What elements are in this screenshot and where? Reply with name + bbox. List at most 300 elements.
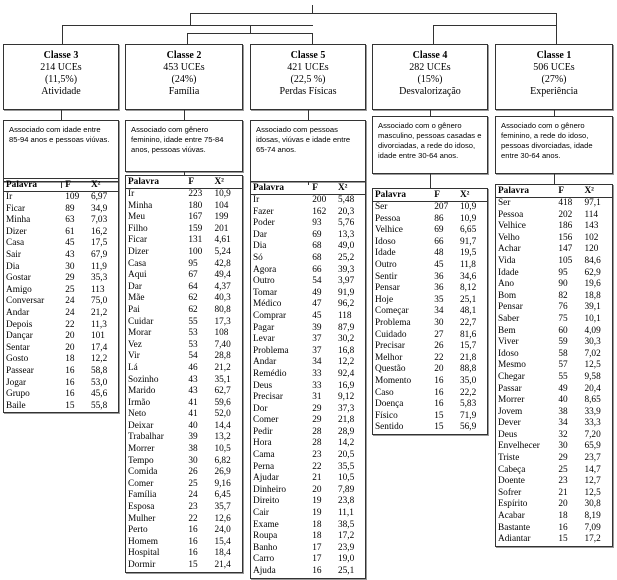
chi2-cell: 114 — [584, 209, 599, 220]
frequency-cell: 25 — [188, 478, 198, 489]
frequency-cell: 40 — [558, 395, 568, 406]
table-row — [126, 189, 242, 201]
chi2-cell: 10,1 — [584, 313, 601, 324]
table-row — [373, 248, 487, 260]
word-cell: Irmão — [128, 397, 151, 408]
word-cell: Dar — [253, 229, 267, 240]
table-row — [373, 353, 487, 365]
word-cell: Trabalhar — [128, 432, 164, 443]
table-row — [126, 479, 242, 491]
frequency-cell: 33 — [312, 380, 322, 391]
tree-drop-classe4 — [433, 25, 434, 44]
word-cell: Passar — [498, 383, 522, 394]
chi2-cell: 5,83 — [459, 399, 477, 410]
chi2-cell: 97,1 — [584, 198, 601, 208]
table-row — [126, 375, 242, 387]
class-uces: 214 UCEs — [40, 62, 82, 73]
word-cell: Pagar — [253, 322, 275, 333]
frequency-cell: 29 — [312, 415, 322, 426]
table-row — [126, 317, 242, 329]
word-cell: Adiantar — [498, 534, 531, 545]
chi2-cell: 12,7 — [584, 476, 601, 487]
connector — [61, 110, 62, 120]
chi2-cell: 143 — [584, 221, 599, 232]
word-cell: Velho — [498, 232, 520, 243]
table-row — [126, 259, 242, 271]
chi2-cell: 12,2 — [337, 357, 355, 368]
table-row — [373, 306, 487, 318]
word-cell: Começar — [375, 306, 409, 317]
frequency-cell: 186 — [558, 221, 573, 232]
word-cell: Mulher — [128, 513, 156, 524]
chi2-cell: 40,3 — [214, 293, 231, 304]
frequency-cell: 48 — [434, 248, 444, 259]
frequency-cell: 29 — [312, 403, 322, 414]
word-cell: Ficar — [6, 203, 26, 214]
frequency-cell: 19 — [312, 508, 322, 519]
table-row — [4, 204, 118, 216]
word-cell: Andar — [6, 307, 30, 318]
frequency-cell: 34 — [434, 306, 444, 317]
word-cell: Cair — [253, 508, 270, 519]
table-row — [496, 395, 612, 407]
word-cell: Dormir — [128, 560, 156, 570]
table-header-row — [251, 182, 365, 195]
chi2-cell: 10,9 — [459, 202, 477, 212]
table-row — [251, 218, 365, 230]
class-description-box — [495, 116, 613, 174]
frequency-cell: 26 — [434, 341, 444, 352]
frequency-cell: 58 — [558, 348, 568, 359]
frequency-cell: 16 — [434, 375, 444, 386]
table-row — [4, 250, 118, 262]
word-cell: Comida — [128, 467, 158, 478]
word-cell: Hora — [253, 438, 272, 449]
frequency-cell: 67 — [188, 270, 198, 281]
class-label: Atividade — [41, 86, 81, 97]
class-description: Associado com o gênero feminino, a rede do idoso, pessoas divorciadas, idade entre 30-64 anos. — [501, 121, 593, 160]
frequency-cell: 45 — [434, 259, 444, 270]
word-cell: Ano — [498, 279, 515, 290]
chi2-cell: 39,3 — [337, 264, 355, 275]
table-row — [251, 415, 365, 427]
table-row — [251, 357, 365, 369]
table-row — [251, 299, 365, 311]
frequency-cell: 82 — [558, 290, 568, 301]
chi2-cell: 35,5 — [337, 461, 355, 472]
class-uces: 421 UCEs — [287, 62, 329, 73]
frequency-cell: 16 — [434, 387, 444, 398]
table-row — [496, 279, 612, 291]
word-cell: Idoso — [498, 348, 519, 359]
word-cell: Hospital — [128, 548, 160, 559]
class-label: Experiência — [530, 86, 578, 97]
chi2-cell: 96,2 — [337, 299, 355, 310]
word-cell: Passear — [6, 365, 34, 376]
word-cell: Carro — [253, 554, 275, 565]
frequency-cell: 15 — [434, 422, 444, 433]
table-row — [496, 488, 612, 500]
class-percent: (11,5%) — [44, 74, 78, 85]
class-name: Classe 5 — [290, 50, 326, 61]
word-cell: Homem — [128, 536, 158, 547]
word-cell: Dinheiro — [253, 484, 287, 495]
chi2-cell: 6,65 — [459, 225, 477, 236]
frequency-cell: 16 — [65, 365, 75, 376]
frequency-cell: 23 — [188, 502, 198, 513]
frequency-cell: 18 — [312, 519, 322, 530]
word-cell: Esposa — [128, 502, 155, 513]
table-row — [126, 247, 242, 259]
table-row — [4, 354, 118, 366]
table-row — [373, 202, 487, 214]
table-row — [126, 235, 242, 247]
class-uces: 282 UCEs — [409, 62, 451, 73]
chi2-cell: 18,4 — [214, 548, 231, 559]
word-cell: Melhor — [375, 352, 403, 363]
frequency-cell: 37 — [312, 345, 322, 356]
chi2-cell: 21,4 — [214, 560, 231, 570]
word-cell: Banho — [253, 542, 278, 553]
word-cell: Exame — [253, 519, 279, 530]
table-row — [373, 411, 487, 423]
col-header-chi2: X² — [90, 180, 101, 190]
table-row — [496, 268, 612, 280]
word-table — [125, 175, 243, 573]
table-row — [251, 346, 365, 358]
table-row — [496, 221, 612, 233]
word-cell: Levar — [253, 334, 275, 345]
frequency-cell: 20 — [434, 364, 444, 375]
chi2-cell: 199 — [214, 212, 229, 223]
word-cell: Filho — [128, 223, 148, 234]
frequency-cell: 28 — [312, 426, 322, 437]
chi2-cell: 12,6 — [214, 513, 231, 524]
word-cell: Comprar — [253, 310, 287, 321]
col-header-f: F — [188, 177, 194, 187]
col-header-f: F — [434, 190, 440, 200]
chi2-cell: 56,9 — [459, 422, 477, 433]
frequency-cell: 55 — [188, 316, 198, 327]
dendrogram — [0, 0, 617, 44]
word-cell: Ajuda — [253, 566, 276, 576]
table-row — [4, 192, 118, 204]
word-cell: Cuidado — [375, 329, 407, 340]
frequency-cell: 86 — [434, 213, 444, 224]
table-row — [251, 334, 365, 346]
word-cell: Morar — [128, 328, 152, 339]
word-cell: Tomar — [253, 287, 278, 298]
table-row — [4, 320, 118, 332]
col-header-chi2: X² — [584, 186, 594, 196]
word-table — [495, 184, 613, 547]
word-cell: Envelhecer — [498, 441, 540, 452]
word-cell: Fazer — [253, 206, 274, 217]
word-cell: Roupa — [253, 531, 278, 542]
table-row — [251, 276, 365, 288]
chi2-cell: 23,9 — [337, 542, 355, 553]
word-cell: Ficar — [128, 235, 148, 246]
frequency-cell: 39 — [188, 432, 198, 443]
table-row — [4, 227, 118, 239]
word-cell: Idade — [498, 267, 519, 278]
chi2-cell: 62,9 — [584, 267, 601, 278]
word-cell: Dia — [6, 261, 20, 272]
table-row — [496, 384, 612, 396]
chi2-cell: 4,61 — [214, 235, 231, 246]
frequency-cell: 31 — [312, 392, 322, 403]
table-row — [496, 314, 612, 326]
frequency-cell: 200 — [312, 195, 327, 205]
chi2-cell: 75,0 — [90, 296, 108, 307]
frequency-cell: 62 — [188, 304, 198, 315]
frequency-cell: 20 — [65, 331, 75, 342]
word-cell: Lá — [128, 362, 138, 373]
table-row — [126, 548, 242, 560]
frequency-cell: 55 — [558, 371, 568, 382]
word-cell: Espírito — [498, 499, 528, 510]
frequency-cell: 36 — [434, 283, 444, 294]
chi2-cell: 35,0 — [459, 375, 477, 386]
col-header-f: F — [65, 180, 71, 190]
table-row — [373, 225, 487, 237]
class-description-box — [372, 116, 488, 174]
table-row — [251, 531, 365, 543]
frequency-cell: 45 — [312, 310, 322, 321]
class-name: Classe 3 — [43, 50, 79, 61]
table-row — [496, 256, 612, 268]
frequency-cell: 41 — [188, 409, 198, 420]
class-uces: 506 UCEs — [533, 62, 575, 73]
frequency-cell: 17 — [312, 554, 322, 565]
frequency-cell: 66 — [434, 236, 444, 247]
frequency-cell: 105 — [558, 255, 573, 266]
frequency-cell: 38 — [558, 406, 568, 417]
frequency-cell: 54 — [312, 276, 322, 287]
table-row — [496, 326, 612, 338]
chi2-cell: 3,97 — [337, 276, 355, 287]
chi2-cell: 84,6 — [584, 255, 601, 266]
chi2-cell: 16,2 — [90, 226, 108, 237]
frequency-cell: 29 — [558, 453, 568, 464]
frequency-cell: 25 — [65, 284, 75, 295]
table-body — [251, 195, 365, 578]
chi2-cell: 65,9 — [584, 441, 601, 452]
frequency-cell: 180 — [188, 200, 203, 211]
word-cell: Deus — [253, 380, 273, 391]
word-cell: Conversar — [6, 296, 45, 307]
frequency-cell: 69 — [434, 225, 444, 236]
tree-right-stem — [556, 13, 557, 25]
word-cell: Dizer — [6, 226, 27, 237]
frequency-cell: 20 — [558, 499, 568, 510]
frequency-cell: 22 — [65, 319, 75, 330]
frequency-cell: 69 — [312, 229, 322, 240]
chi2-cell: 45,6 — [90, 389, 108, 400]
word-cell: Cama — [253, 450, 275, 461]
chi2-cell: 15,4 — [214, 536, 231, 547]
word-cell: Sentido — [375, 422, 404, 433]
frequency-cell: 95 — [558, 267, 568, 278]
table-row — [126, 363, 242, 375]
chi2-cell: 14,2 — [337, 438, 355, 449]
table-row — [373, 214, 487, 226]
chi2-cell: 17,2 — [337, 531, 355, 542]
word-cell: Sozinho — [128, 374, 159, 385]
word-cell: Doença — [375, 399, 404, 410]
frequency-cell: 109 — [65, 192, 80, 202]
word-cell: Mesmo — [498, 360, 526, 371]
table-row — [373, 295, 487, 307]
chi2-cell: 11,1 — [337, 508, 354, 519]
chi2-cell: 28,9 — [337, 426, 355, 437]
chi2-cell: 13,3 — [337, 229, 355, 240]
word-cell: Perto — [128, 525, 148, 536]
word-cell: Remédio — [253, 368, 287, 379]
class-header — [372, 44, 488, 110]
word-cell: Ir — [6, 192, 13, 202]
chi2-cell: 22,2 — [459, 387, 477, 398]
chi2-cell: 7,20 — [584, 429, 601, 440]
class-description-box — [250, 120, 366, 182]
chi2-cell: 19,5 — [459, 248, 477, 259]
table-body — [126, 189, 242, 572]
class-header — [250, 44, 366, 110]
chi2-cell: 23,8 — [337, 496, 355, 507]
table-row — [251, 381, 365, 393]
word-cell: Sair — [6, 249, 21, 260]
word-cell: Outro — [375, 259, 397, 270]
frequency-cell: 418 — [558, 198, 573, 208]
table-row — [4, 366, 118, 378]
chi2-cell: 21,8 — [459, 352, 477, 363]
table-row — [373, 260, 487, 272]
table-row — [126, 456, 242, 468]
col-header-word: Palavra — [128, 177, 159, 187]
class-header — [3, 44, 119, 110]
word-cell: Gosto — [6, 354, 29, 365]
word-cell: Pensar — [375, 283, 400, 294]
word-cell: Dar — [128, 281, 142, 292]
frequency-cell: 202 — [558, 209, 573, 220]
word-cell: Morrer — [128, 444, 155, 455]
chi2-cell: 35,1 — [214, 374, 231, 385]
chi2-cell: 9,16 — [214, 478, 231, 489]
frequency-cell: 100 — [188, 246, 203, 257]
chi2-cell: 67,9 — [90, 249, 108, 260]
col-header-word: Palavra — [6, 180, 37, 190]
frequency-cell: 19 — [312, 496, 322, 507]
class-description: Associado com idade entre 85-94 anos e pessoas viúvas. — [9, 125, 110, 144]
word-cell: Mãe — [128, 293, 145, 304]
chi2-cell: 14,7 — [584, 464, 601, 475]
chi2-cell: 35,7 — [214, 502, 231, 513]
table-row — [496, 198, 612, 210]
table-row — [251, 438, 365, 450]
word-cell: Vida — [498, 255, 516, 266]
tree-top-bar — [190, 13, 556, 14]
word-cell: Bom — [498, 290, 517, 301]
frequency-cell: 22 — [188, 513, 198, 524]
class-percent: (24%) — [171, 74, 197, 85]
frequency-cell: 15 — [65, 400, 75, 411]
class-description-box — [3, 120, 119, 182]
word-cell: Direito — [253, 496, 280, 507]
table-row — [126, 212, 242, 224]
chi2-cell: 5,48 — [337, 195, 355, 205]
word-cell: Casa — [128, 258, 147, 269]
word-cell: Jovem — [498, 406, 523, 417]
table-row — [251, 520, 365, 532]
chi2-cell: 104 — [214, 200, 229, 211]
frequency-cell: 30 — [434, 317, 444, 328]
table-row — [126, 490, 242, 502]
chi2-cell: 38,5 — [337, 519, 355, 530]
frequency-cell: 32 — [558, 429, 568, 440]
table-header-row — [126, 176, 242, 189]
word-cell: Sofrer — [498, 487, 522, 498]
frequency-cell: 49 — [312, 287, 322, 298]
word-cell: Velhice — [375, 225, 403, 236]
frequency-cell: 61 — [65, 226, 75, 237]
chi2-cell: 5,76 — [337, 218, 355, 229]
table-row — [126, 386, 242, 398]
word-cell: Físico — [375, 410, 398, 421]
frequency-cell: 30 — [65, 261, 75, 272]
word-cell: Morrer — [498, 395, 525, 406]
word-cell: Outro — [253, 276, 275, 287]
word-cell: Meu — [128, 212, 146, 223]
table-row — [373, 318, 487, 330]
frequency-cell: 15 — [188, 560, 198, 570]
frequency-cell: 28 — [312, 438, 322, 449]
table-row — [126, 421, 242, 433]
frequency-cell: 25 — [558, 464, 568, 475]
chi2-cell: 118 — [337, 310, 352, 321]
chi2-cell: 87,9 — [337, 322, 355, 333]
table-row — [373, 330, 487, 342]
frequency-cell: 68 — [312, 241, 322, 252]
frequency-cell: 54 — [188, 351, 198, 362]
chi2-cell: 9,58 — [584, 371, 601, 382]
chi2-cell: 12,5 — [584, 360, 601, 371]
table-row — [251, 311, 365, 323]
col-header-word: Palavra — [253, 183, 284, 193]
frequency-cell: 22 — [434, 352, 444, 363]
table-row — [126, 201, 242, 213]
table-row — [126, 398, 242, 410]
table-row — [373, 388, 487, 400]
table-header-row — [496, 185, 612, 198]
frequency-cell: 29 — [65, 273, 75, 284]
chi2-cell: 101 — [90, 331, 105, 342]
class-label: Desvalorização — [399, 86, 461, 97]
word-cell: Minha — [128, 200, 153, 211]
table-row — [496, 244, 612, 256]
frequency-cell: 20 — [312, 484, 322, 495]
frequency-cell: 147 — [558, 244, 573, 255]
word-cell: Ir — [128, 189, 135, 199]
table-row — [251, 323, 365, 335]
chi2-cell: 30,2 — [337, 334, 355, 345]
table-row — [496, 210, 612, 222]
frequency-cell: 24 — [65, 307, 75, 318]
frequency-cell: 156 — [558, 232, 573, 243]
table-row — [496, 523, 612, 535]
class-description: Associado com gênero feminino, idade entre 75-84 anos, pessoas viúvas. — [131, 125, 224, 154]
table-row — [126, 340, 242, 352]
chi2-cell: 16,8 — [337, 345, 355, 356]
